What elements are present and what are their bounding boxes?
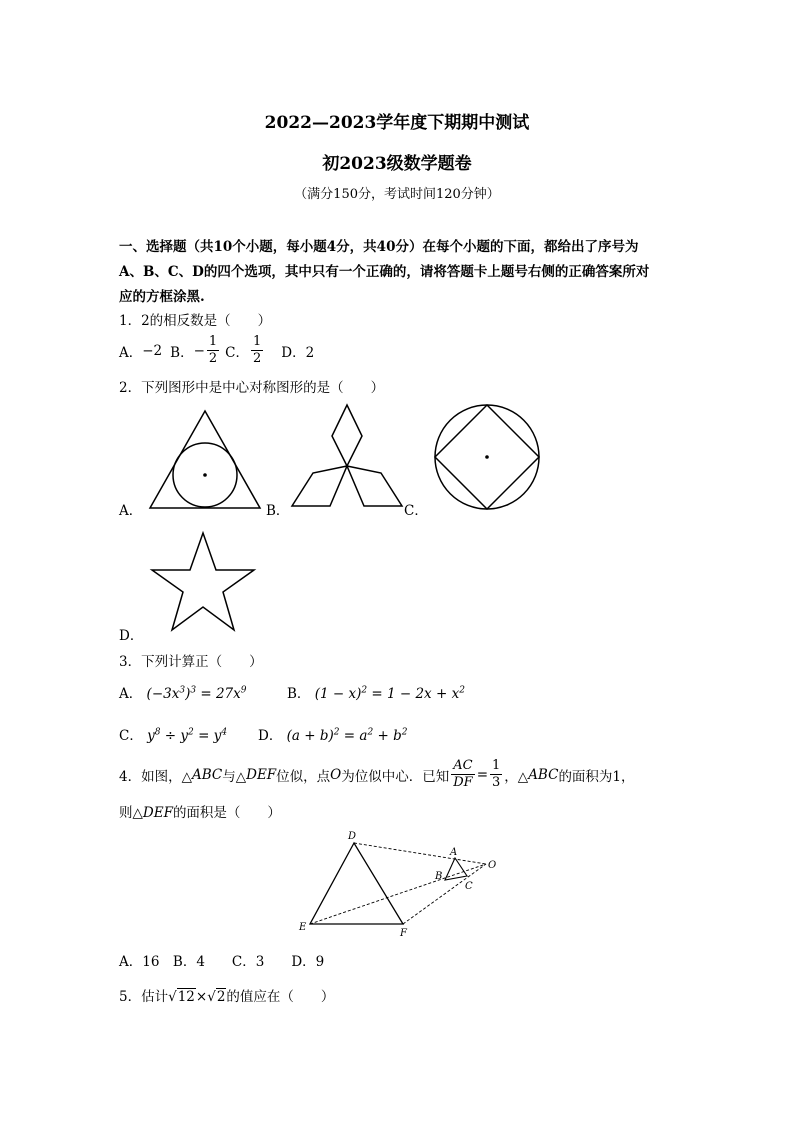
q4-line1-a: 4．如图，△ <box>119 768 192 785</box>
q1-opt-a-value: −2 <box>142 342 163 359</box>
q4-line2-b: 的面积是（ ） <box>172 805 281 821</box>
q3-c-eq: = y <box>193 728 222 744</box>
q1-opt-c-num: 1 <box>253 334 262 349</box>
section1-line1: 一、选择题（共10个小题，每小题4分，共40分）在每个小题的下面，都给出了序号为 <box>119 239 639 255</box>
q3-d-base: (a + b) <box>286 728 334 744</box>
q4-abc2: ABC <box>528 766 559 783</box>
q4-frac-num: AC <box>451 758 474 775</box>
q4-value-fraction <box>490 758 502 791</box>
q1-opt-b-label: B． <box>170 344 194 361</box>
q3-a-exp-outer: 3 <box>190 685 197 696</box>
q3-c-exp3: 4 <box>221 727 228 738</box>
q3-a-base: (−3x <box>146 686 180 702</box>
q3-d-plus: + b <box>373 728 402 744</box>
q1-options <box>119 334 314 367</box>
exam-title-line1: 2022—2023学年度下期期中测试 <box>264 113 530 133</box>
q3-a-rhs: = 27x <box>196 686 241 702</box>
q4-line1 <box>119 758 635 791</box>
q2-label-d: D． <box>119 628 144 644</box>
section1-line2: A、B、C、D的四个选项，其中只有一个正确的，请将答题卡上题号右侧的正确答案所对 <box>119 264 650 280</box>
q4-label-e: E <box>299 922 307 933</box>
q4-ray-do <box>354 843 486 864</box>
q4-line1-c: 位似，点 <box>276 768 331 785</box>
q3-label-c: C． <box>119 728 143 744</box>
q3-b-base: (1 − x) <box>314 686 362 702</box>
q3-option-d <box>258 724 407 744</box>
q4-line1-f: 的面积为1， <box>558 768 635 785</box>
q3-label-a: A． <box>119 686 143 702</box>
q4-label-d: D <box>348 831 357 842</box>
q3-expr-b <box>315 686 465 702</box>
q3-option-a <box>119 682 247 702</box>
q4-ray-fo <box>403 864 486 924</box>
section1-line3: 应的方框涂黑. <box>119 289 205 305</box>
q1-opt-d: D．2 <box>281 344 315 361</box>
q2-figure-b-three-rhombus <box>290 403 404 509</box>
q3-expr-d <box>287 728 408 744</box>
q3-d-exp: 2 <box>333 727 340 738</box>
q4-similar-triangles-figure <box>290 826 510 941</box>
q2-label-a: A． <box>119 503 143 519</box>
q2-stem: 2．下列图形中是中心对称图形的是（ ） <box>119 380 385 396</box>
exam-title-line2: 初2023级数学题卷 <box>322 154 472 174</box>
q3-b-rhs-exp: 2 <box>459 685 465 696</box>
q2-figure-d-star <box>148 530 258 634</box>
q4-ratio-den: 3 <box>492 775 501 790</box>
q4-eq: = <box>476 766 489 783</box>
q2-label-c: C． <box>404 503 428 519</box>
q3-d-rhs-exp1: 2 <box>367 727 374 738</box>
q3-c-y: y <box>147 728 155 744</box>
q3-label-b: B． <box>287 686 311 702</box>
q4-ratio-num: 1 <box>492 758 501 773</box>
q2-fig-a-triangle <box>150 411 260 508</box>
q3-option-b <box>287 682 465 702</box>
q4-line1-e: ，△ <box>504 768 529 785</box>
q3-c-exp2: 2 <box>188 727 194 738</box>
q1-opt-b-fraction <box>207 334 219 367</box>
q4-def2: DEF <box>142 805 173 821</box>
q1-opt-a-label: A． <box>119 344 143 361</box>
q1-opt-b-sign: − <box>193 342 205 359</box>
q2-figure-c-circle-square <box>432 403 542 513</box>
q3-c-div: ÷ y <box>160 728 189 744</box>
q5-pre: 5．估计 <box>119 989 169 1005</box>
q5-sqrt-sign-2: √ <box>207 989 216 1005</box>
q4-line1-b: 与△ <box>222 768 247 785</box>
exam-subtitle: （满分150分，考试时间120分钟） <box>294 187 500 202</box>
q4-label-b: B <box>435 871 443 882</box>
q2-fig-b-rhombus-top <box>332 405 362 466</box>
q3-expr-c <box>147 728 227 744</box>
q4-frac-den: DF <box>453 775 473 790</box>
q1-opt-c-den: 2 <box>253 351 262 366</box>
q4-triangle-def <box>310 843 403 924</box>
q4-label-f: F <box>400 928 407 939</box>
q2-fig-c-center-dot <box>485 455 489 459</box>
q5-radicand-2: 2 <box>216 989 226 1005</box>
q4-abc: ABC <box>191 766 223 783</box>
q4-ratio-fraction <box>451 758 474 791</box>
q4-label-c: C <box>465 881 473 892</box>
q3-d-rhs-exp2: 2 <box>401 727 408 738</box>
q4-line1-d: 为位似中心．已知 <box>341 768 450 785</box>
q1-opt-b-num: 1 <box>208 334 218 349</box>
q4-label-a: A <box>450 847 458 858</box>
q2-fig-b-rhombus-right <box>347 466 402 506</box>
q3-stem: 3．下列计算正（ ） <box>119 654 263 670</box>
q3-a-close: ) <box>185 686 191 702</box>
q5-stem <box>119 985 334 1005</box>
q3-label-d: D． <box>258 728 283 744</box>
q4-o: O <box>330 766 342 783</box>
q3-b-exp: 2 <box>361 685 368 696</box>
q4-options: A．16 B．4 C．3 D．9 <box>119 954 325 970</box>
q1-opt-c-label: C． <box>225 344 250 361</box>
q4-line2 <box>119 801 281 821</box>
q3-expr-a <box>147 686 247 702</box>
q3-b-rhs: = 1 − 2x + x <box>367 686 460 702</box>
q2-figure-a-triangle-incircle <box>148 409 262 510</box>
q4-def: DEF <box>246 766 277 783</box>
q3-c-exp1: 8 <box>154 727 161 738</box>
q3-a-exp-inner: 3 <box>179 685 186 696</box>
q5-sqrt-sign-1: √ <box>168 989 177 1005</box>
q2-fig-b-rhombus-left <box>292 466 347 506</box>
q1-opt-b-den: 2 <box>208 351 218 366</box>
q2-fig-a-center-dot <box>203 473 207 477</box>
q1-opt-c-fraction <box>251 334 263 367</box>
q4-label-o: O <box>488 860 497 871</box>
q3-a-rhs-exp: 9 <box>240 685 247 696</box>
q2-label-b: B． <box>266 503 290 519</box>
q5-times: × <box>195 989 208 1005</box>
q1-stem: 1．2的相反数是（ ） <box>119 313 272 329</box>
q5-post: 的值应在（ ） <box>226 989 335 1005</box>
q3-d-rhs: = a <box>339 728 368 744</box>
q4-line2-a: 则△ <box>119 805 143 821</box>
q2-fig-d-star-outline <box>152 533 254 630</box>
q5-radicand-1: 12 <box>177 989 195 1005</box>
q3-option-c <box>119 724 227 744</box>
